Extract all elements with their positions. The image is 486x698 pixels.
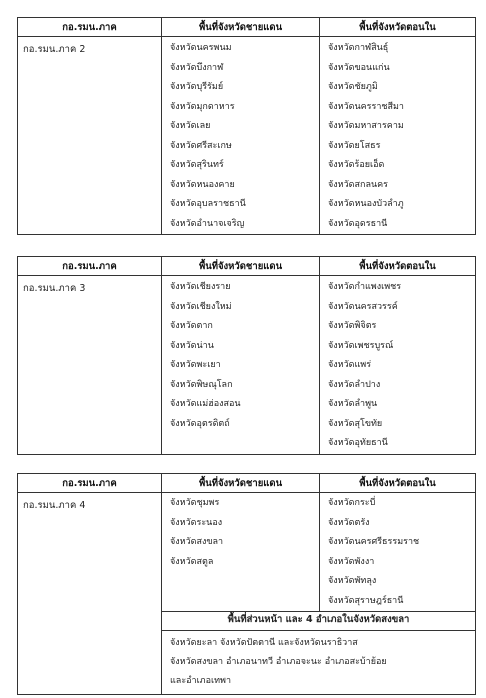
border-provinces-list <box>162 37 320 235</box>
region-name: กอ.รมน.ภาค 2 <box>18 37 162 235</box>
list-item: จังหวัดศรีสะเกษ <box>170 140 232 151</box>
list-item: จังหวัดอุตรดิตถ์ <box>170 418 230 429</box>
list-item: จังหวัดร้อยเอ็ด <box>328 160 385 170</box>
list-item: จังหวัดนครพนม <box>170 43 232 53</box>
list-item: จังหวัดอุทัยธานี <box>328 438 388 448</box>
region-name: กอ.รมน.ภาค 4 <box>18 493 162 695</box>
list-item: จังหวัดมุกดาหาร <box>170 101 235 112</box>
list-item: จังหวัดมหาสารคาม <box>328 121 404 131</box>
list-item: จังหวัดกาฬสินธุ์ <box>328 43 389 53</box>
list-item: จังหวัดชัยภูมิ <box>328 82 378 92</box>
inner-provinces-list <box>320 37 476 235</box>
list-item: จังหวัดขอนแก่น <box>328 62 390 73</box>
list-item: จังหวัดอำนาจเจริญ <box>170 218 245 229</box>
list-item: จังหวัดเลย <box>170 121 211 131</box>
list-item: จังหวัดสกลนคร <box>328 179 388 190</box>
region-name: กอ.รมน.ภาค 3 <box>18 276 162 455</box>
list-item: จังหวัดแม่ฮ่องสอน <box>170 399 241 409</box>
list-item: จังหวัดหนองคาย <box>170 179 235 190</box>
list-item: จังหวัดหนองบัวลำภู <box>328 199 404 209</box>
list-item: จังหวัดตาก <box>170 321 213 331</box>
border-provinces-header: พื้นที่จังหวัดชายแดน <box>162 18 320 37</box>
list-item: จังหวัดแพร่ <box>328 360 372 370</box>
list-item: จังหวัดลำพูน <box>328 399 378 409</box>
list-item: จังหวัดตรัง <box>328 517 370 528</box>
region-3-table <box>17 256 476 455</box>
list-item: จังหวัดสงขลา <box>170 537 224 547</box>
inner-provinces-list <box>320 493 476 612</box>
list-item: จังหวัดนครสวรรค์ <box>328 301 398 312</box>
list-item: จังหวัดพะเยา <box>170 360 221 370</box>
region-header: กอ.รมน.ภาค <box>18 474 162 493</box>
region-4-table <box>17 473 476 695</box>
list-item: จังหวัดเชียงราย <box>170 282 231 292</box>
list-item: จังหวัดกำแพงเพชร <box>328 282 402 292</box>
list-item: จังหวัดสุโขทัย <box>328 418 383 429</box>
list-item: จังหวัดระนอง <box>170 517 223 528</box>
list-item: จังหวัดพัทลุง <box>328 576 377 586</box>
inner-provinces-header: พื้นที่จังหวัดตอนใน <box>320 474 476 493</box>
list-item: จังหวัดสุรินทร์ <box>170 160 224 170</box>
forward-area-list <box>162 631 476 695</box>
region-2-table <box>17 17 476 235</box>
list-item: จังหวัดอุดรธานี <box>328 218 388 229</box>
border-provinces-list <box>162 276 320 455</box>
list-item: จังหวัดสงขลา อำเภอนาทวี อำเภอจะนะ อำเภอสะบ้าย้อย <box>170 657 387 667</box>
list-item: จังหวัดสุราษฎร์ธานี <box>328 595 404 606</box>
list-item: จังหวัดยโสธร <box>328 140 381 151</box>
list-item: จังหวัดเพชรบูรณ์ <box>328 340 394 351</box>
list-item: จังหวัดนครศรีธรรมราช <box>328 537 420 547</box>
region-header: กอ.รมน.ภาค <box>18 257 162 276</box>
list-item: จังหวัดยะลา จังหวัดปัตตานี และจังหวัดนราธิวาส <box>170 638 358 648</box>
list-item: จังหวัดสตูล <box>170 556 214 567</box>
border-provinces-list <box>162 493 320 612</box>
inner-provinces-header: พื้นที่จังหวัดตอนใน <box>320 257 476 276</box>
list-item: และอำเภอเทพา <box>170 676 232 686</box>
list-item: จังหวัดชุมพร <box>170 498 220 508</box>
border-provinces-header: พื้นที่จังหวัดชายแดน <box>162 474 320 493</box>
list-item: จังหวัดพิจิตร <box>328 321 377 331</box>
list-item: จังหวัดพังงา <box>328 556 375 567</box>
list-item: จังหวัดลำปาง <box>328 379 381 390</box>
list-item: จังหวัดน่าน <box>170 340 214 351</box>
list-item: จังหวัดบุรีรัมย์ <box>170 82 224 92</box>
list-item: จังหวัดนครราชสีมา <box>328 101 404 112</box>
list-item: จังหวัดกระบี่ <box>328 498 376 508</box>
list-item: จังหวัดเชียงใหม่ <box>170 301 232 312</box>
list-item: จังหวัดบึงกาฬ <box>170 62 224 73</box>
list-item: จังหวัดอุบลราชธานี <box>170 199 246 209</box>
border-provinces-header: พื้นที่จังหวัดชายแดน <box>162 257 320 276</box>
list-item: จังหวัดพิษณุโลก <box>170 379 233 390</box>
region-header: กอ.รมน.ภาค <box>18 18 162 37</box>
inner-provinces-list <box>320 276 476 455</box>
inner-provinces-header: พื้นที่จังหวัดตอนใน <box>320 18 476 37</box>
forward-area-header: พื้นที่ส่วนหน้า และ 4 อำเภอในจังหวัดสงขลา <box>162 612 476 631</box>
